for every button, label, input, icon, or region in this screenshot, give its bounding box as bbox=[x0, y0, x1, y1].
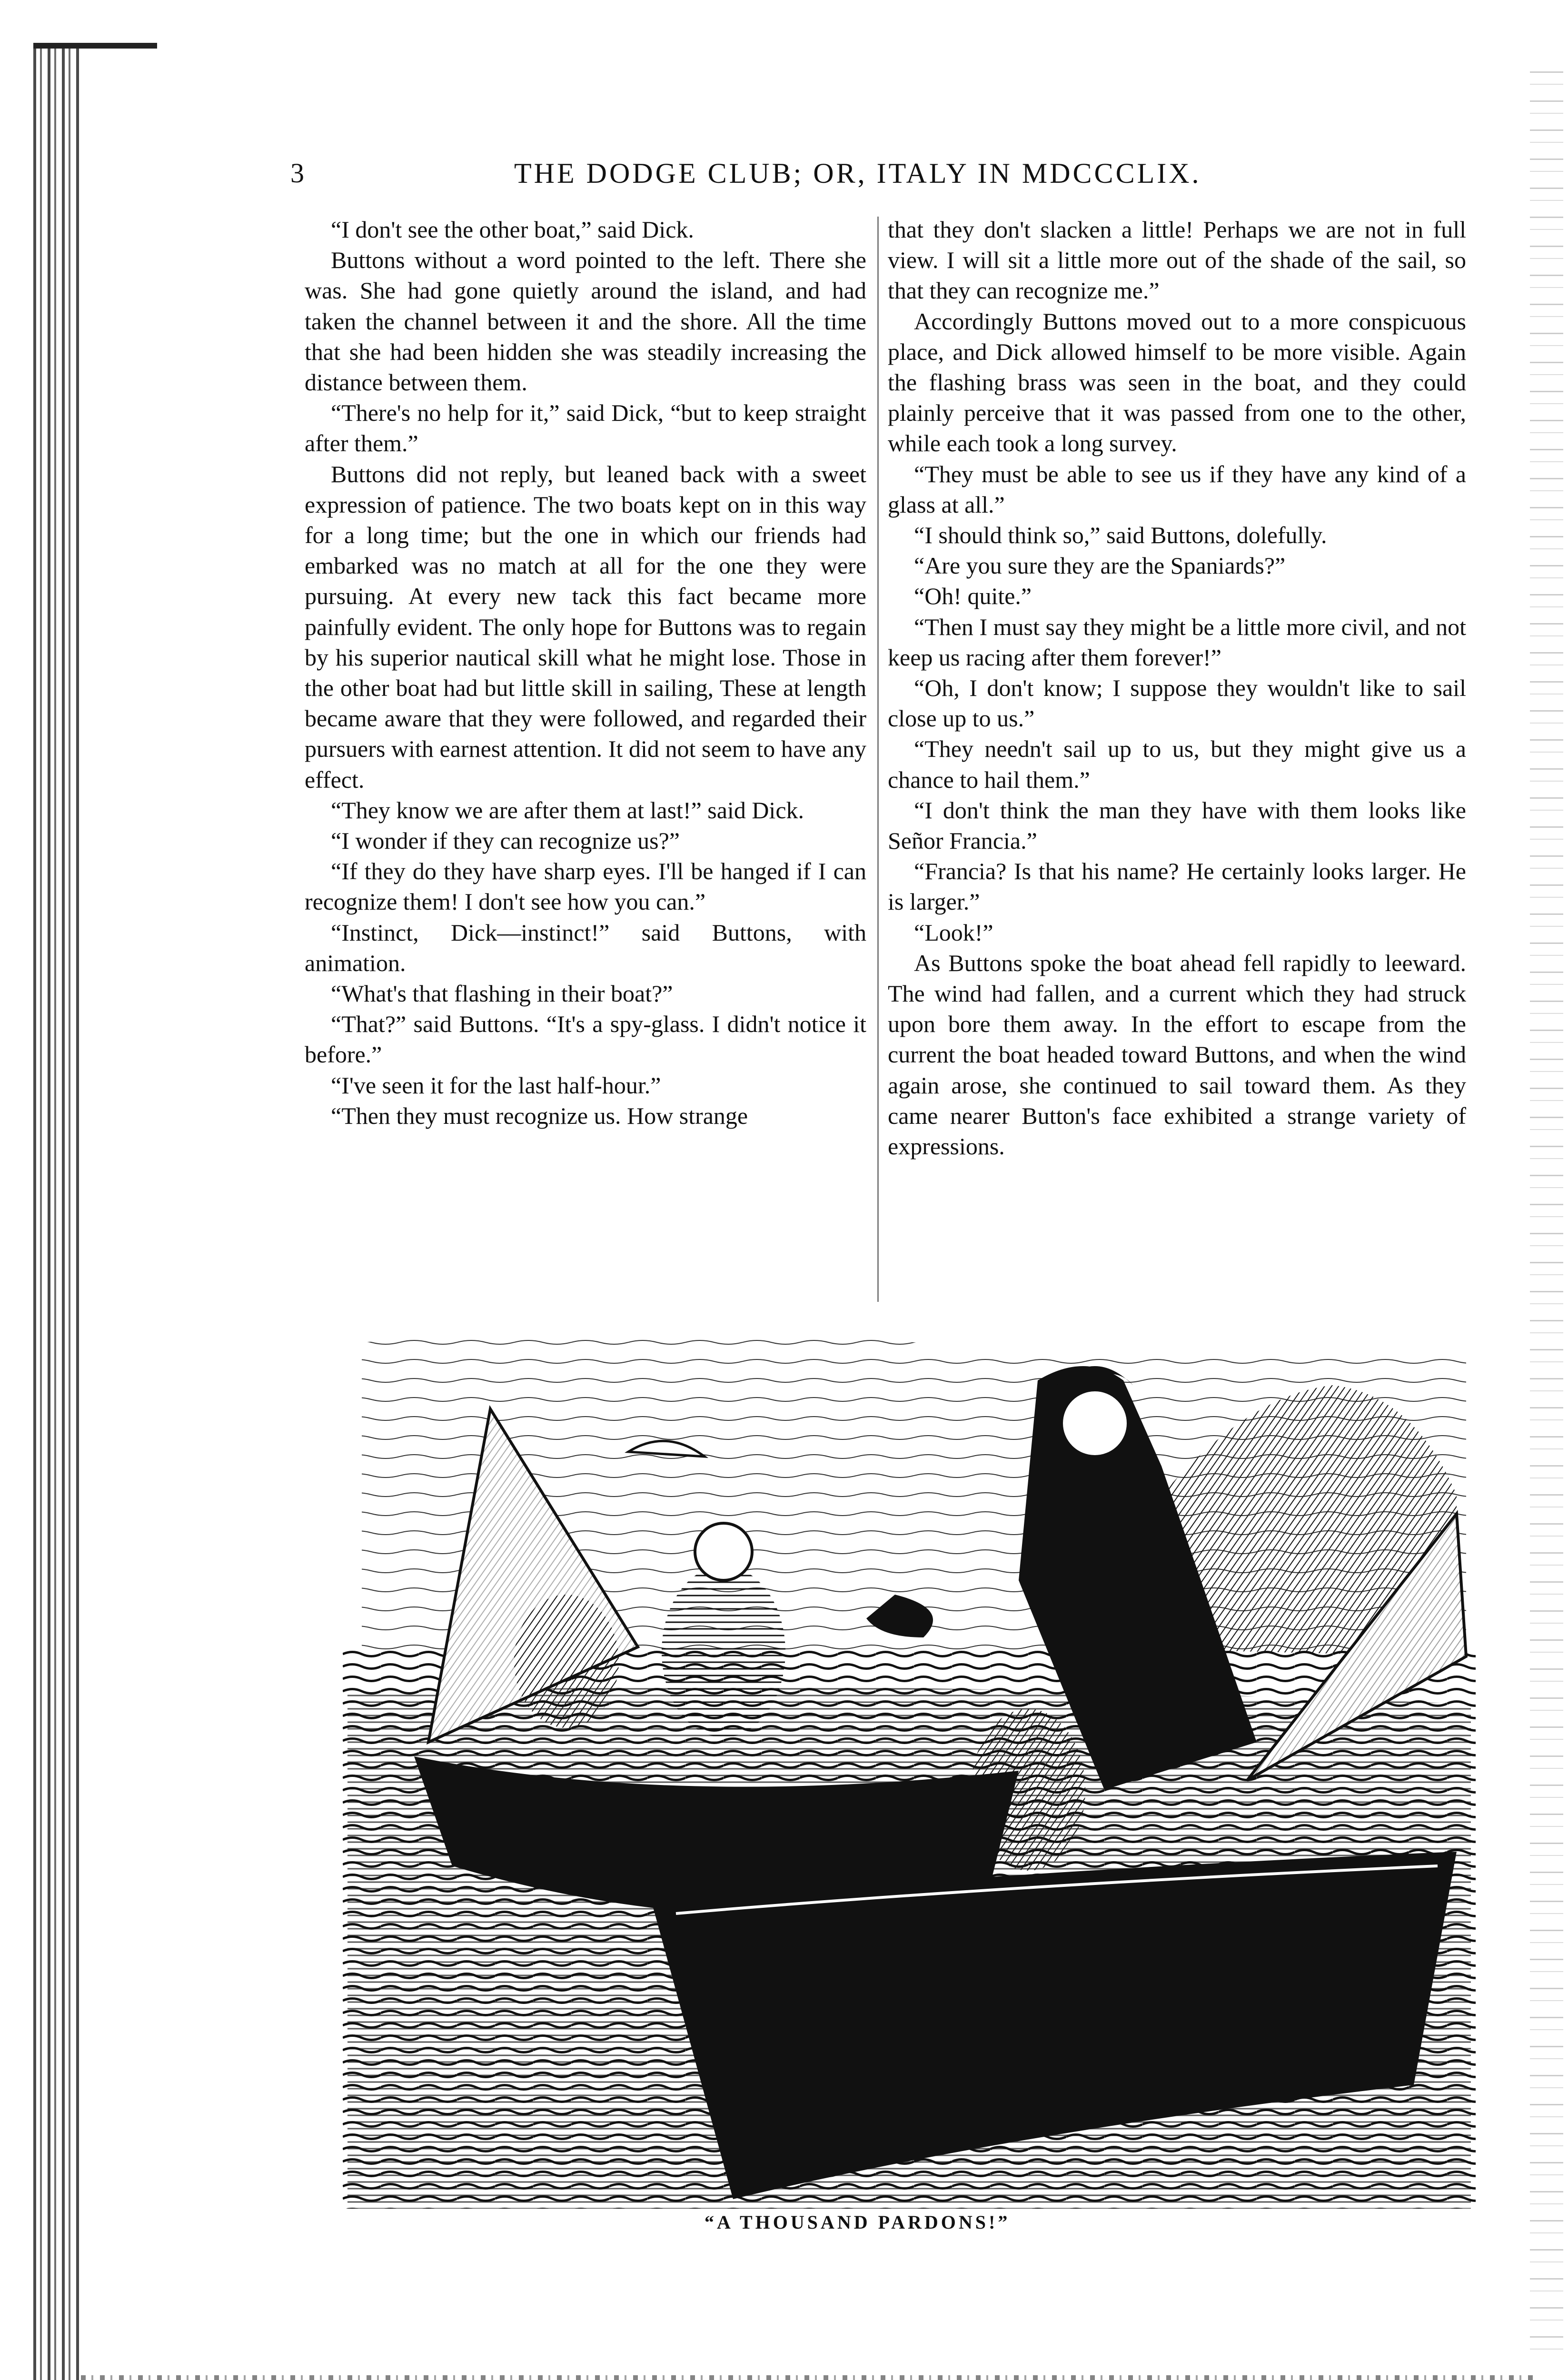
illustration-svg bbox=[343, 1314, 1476, 2209]
paragraph: “There's no help for it,” said Dick, “but to keep straight after them.” bbox=[305, 399, 866, 457]
paragraph: “I should think so,” said Buttons, dolefully. bbox=[914, 522, 1327, 549]
paragraph: “I don't see the other boat,” said Dick. bbox=[331, 216, 694, 243]
paragraph: “Instinct, Dick—instinct!” said Buttons, with animation. bbox=[305, 919, 866, 976]
paragraph: “If they do they have sharp eyes. I'll be hanged if I can recognize them! I don't see how you can.” bbox=[305, 858, 866, 915]
paragraph: “That?” said Buttons. “It's a spy-glass. I didn't notice it before.” bbox=[305, 1011, 866, 1068]
passenger-man bbox=[662, 1566, 785, 1737]
paragraph: “Francia? Is that his name? He certainly looks larger. He is larger.” bbox=[888, 858, 1466, 915]
paragraph: “What's that flashing in their boat?” bbox=[331, 980, 673, 1007]
paragraph: “Are you sure they are the Spaniards?” bbox=[914, 552, 1286, 579]
page-header bbox=[290, 157, 1490, 195]
seated-man-dick bbox=[971, 1709, 1085, 1871]
paragraph: Buttons did not reply, but leaned back with a sweet expression of patience. The two boats kept on in this way for a long time; but the one in which our friends had embarked was no match at all for the one they were pursuing. At every new tack this fact became more painfully evident. The only hope for Buttons was to regain by his superior nautical skill what he might lose. Those in the other boat had but little skill in sailing, These at length became aware that they were followed, and regarded their pursuers with earnest attention. It did not seem to have any effect. bbox=[305, 460, 866, 793]
binding-top-rule bbox=[33, 43, 157, 49]
book-binding-edge bbox=[33, 43, 79, 2380]
paragraph: “I wonder if they can recognize us?” bbox=[331, 827, 680, 854]
paragraph: As Buttons spoke the boat ahead fell rapidly to leeward. The wind had fallen, and a current which they had struck upon bore them away. In the effort to escape from the current the boat headed toward Buttons, and when the wind again arose, she continued to sail toward them. As they came nearer Button's face exhibited a strange variety of expressions. bbox=[888, 949, 1466, 1160]
paragraph: that they don't slacken a little! Perhaps we are not in full view. I will sit a little more out of the shade of the sail, so that they can recognize me.” bbox=[888, 216, 1466, 304]
paragraph: “I've seen it for the last half-hour.” bbox=[331, 1071, 661, 1099]
paragraph: “They must be able to see us if they have any kind of a glass at all.” bbox=[888, 460, 1466, 518]
right-page-edge bbox=[1530, 71, 1563, 2356]
binding-bottom-edge bbox=[81, 2375, 1538, 2380]
paragraph: Buttons without a word pointed to the left. There she was. She had gone quietly around the island, and had taken the channel between it and the shore. All the time that she had been hidden she was steadily increasing the distance between them. bbox=[305, 247, 866, 396]
column-divider bbox=[877, 217, 879, 1302]
running-title: THE DODGE CLUB; OR, ITALY IN MDCCCLIX. bbox=[514, 158, 1201, 189]
left-text-column bbox=[305, 214, 866, 1131]
paragraph: “Oh! quite.” bbox=[914, 583, 1032, 610]
paragraph: “Look!” bbox=[914, 919, 993, 946]
paragraph: “Then they must recognize us. How strange bbox=[331, 1102, 748, 1129]
paragraph: “Oh, I don't know; I suppose they wouldn't like to sail close up to us.” bbox=[888, 674, 1466, 732]
paragraph: “Then I must say they might be a little more civil, and not keep us racing after them forever!” bbox=[888, 613, 1466, 671]
paragraph: Accordingly Buttons moved out to a more conspicuous place, and Dick allowed himself to be more visible. Again the flashing brass was seen in the boat, and they could plainly perceive that it was passed from one to the other, while each took a long survey. bbox=[888, 307, 1466, 457]
engraving-two-boats-illustration bbox=[343, 1314, 1476, 2209]
paragraph: “They know we are after them at last!” said Dick. bbox=[331, 796, 804, 823]
page-number: 3 bbox=[290, 158, 305, 188]
illustration-caption: “A THOUSAND PARDONS!” bbox=[705, 2211, 1011, 2233]
right-text-column bbox=[888, 214, 1466, 1161]
paragraph: “I don't think the man they have with them looks like Señor Francia.” bbox=[888, 796, 1466, 854]
passenger-woman bbox=[514, 1595, 619, 1728]
paragraph: “They needn't sail up to us, but they might give us a chance to hail them.” bbox=[888, 735, 1466, 793]
